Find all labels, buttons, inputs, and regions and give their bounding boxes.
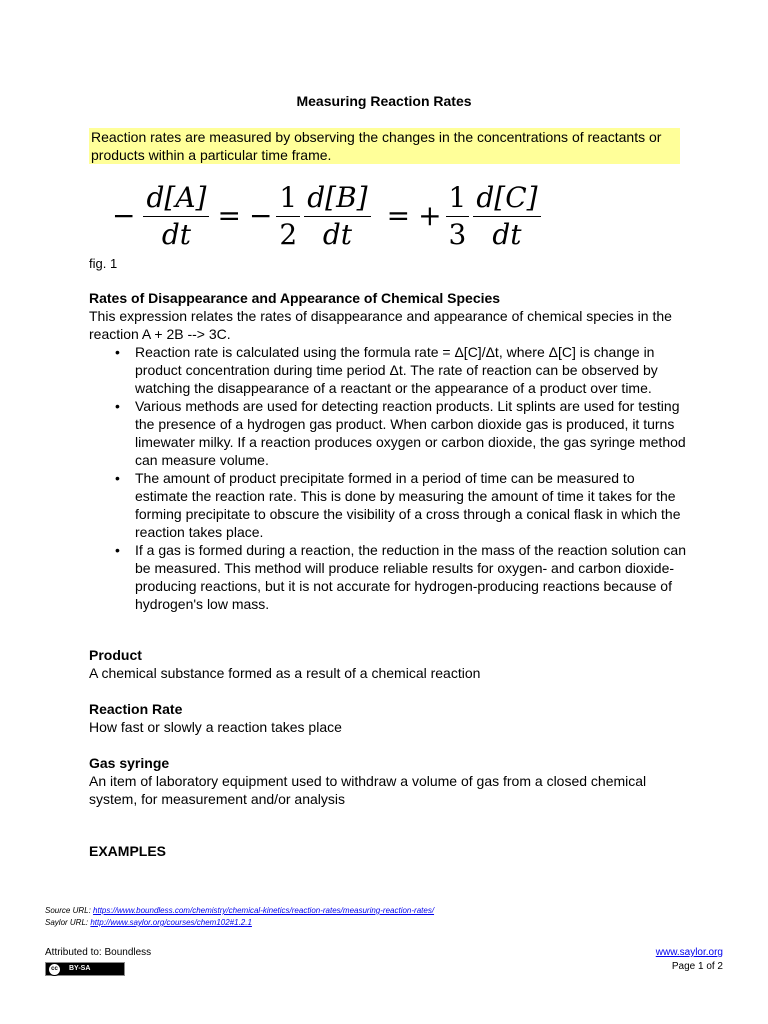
- fraction-denominator: 3: [448, 217, 467, 251]
- definition-text: An item of laboratory equipment used to withdraw a volume of gas from a closed chemical system, for measurement and/or analysis: [89, 773, 647, 807]
- definition-term: Gas syringe: [89, 755, 170, 771]
- plus-sign: +: [418, 199, 442, 232]
- list-item: • The amount of product precipitate formed in a period of time can be measured to estimate the reaction rate. This is done by measuring the amount of time it takes for the forming precipitate to obscure the visibility of a cross through a conical flask in which the reaction takes place.: [135, 469, 689, 541]
- source-url-label: Source URL:: [45, 906, 91, 915]
- minus-sign: −: [248, 199, 273, 232]
- definition-text: A chemical substance formed as a result of a chemical reaction: [89, 665, 481, 681]
- fraction-denominator: 2: [279, 217, 298, 251]
- fraction-numerator: d[A]: [143, 182, 209, 217]
- fraction-denominator: dt: [492, 217, 522, 251]
- equals-sign: =: [386, 199, 411, 232]
- footer-sources: [45, 905, 434, 929]
- definition-product: [89, 646, 689, 682]
- intro-paragraph: Reaction rates are measured by observing the changes in the concentrations of reactants or products within a particular time frame.: [89, 128, 680, 164]
- definition-gas-syringe: [89, 754, 689, 808]
- source-url-link[interactable]: https://www.boundless.com/chemistry/chemical-kinetics/reaction-rates/measuring-reaction-rates/: [93, 906, 435, 915]
- fraction-numerator: 1: [276, 182, 300, 217]
- attribution-text: Attributed to: Boundless: [45, 947, 152, 958]
- fraction-numerator: 1: [446, 182, 470, 217]
- page-title: Measuring Reaction Rates: [296, 93, 472, 109]
- rate-equation: [112, 176, 543, 256]
- coefficient-one-half: [276, 182, 300, 251]
- fraction-numerator: d[C]: [473, 182, 540, 217]
- creative-commons-icon: cc: [48, 963, 61, 976]
- page-number: Page 1 of 2: [671, 961, 723, 972]
- license-badge-text: BY-SA: [69, 965, 91, 972]
- footer-attribution: [45, 946, 151, 976]
- section-text: This expression relates the rates of disappearance and appearance of chemical species in the reaction A + 2B --> 3C.: [89, 308, 672, 342]
- fraction-denominator: dt: [322, 217, 352, 251]
- section-heading: Rates of Disappearance and Appearance of Chemical Species: [89, 290, 501, 306]
- fraction-denominator: dt: [161, 217, 192, 251]
- fraction-dB-dt: [304, 182, 370, 251]
- definition-term: Product: [89, 647, 142, 663]
- bullet-list: [89, 343, 689, 613]
- license-badge: [45, 962, 125, 976]
- saylor-url-link[interactable]: http://www.saylor.org/courses/chem102#1.2.1: [90, 918, 252, 927]
- definition-reaction-rate: [89, 700, 689, 736]
- coefficient-one-third: [446, 182, 470, 251]
- list-item: • Reaction rate is calculated using the formula rate = Δ[C]/Δt, where Δ[C] is change in product concentration during time period Δt. The rate of reaction can be observed by watching the disappearance of a reactant or the appearance of a product over time.: [135, 343, 689, 397]
- figure-label: fig. 1: [89, 256, 118, 271]
- saylor-url-label: Saylor URL:: [45, 918, 89, 927]
- definition-term: Reaction Rate: [89, 701, 183, 717]
- saylor-site-link[interactable]: www.saylor.org: [655, 947, 723, 958]
- definition-text: How fast or slowly a reaction takes place: [89, 719, 342, 735]
- footer-page-info: [656, 946, 723, 974]
- lead-minus-sign: −: [112, 199, 136, 232]
- equals-sign: =: [217, 199, 241, 232]
- list-item: • If a gas is formed during a reaction, the reduction in the mass of the reaction solution can be measured. This method will produce reliable results for oxygen- and carbon dioxide-producing reactions, but it is not accurate for hydrogen-producing reactions because of hydrogen's low mass.: [135, 541, 689, 613]
- section-rates: [89, 289, 689, 613]
- fraction-dA-dt: [143, 182, 209, 251]
- examples-heading: EXAMPLES: [89, 843, 167, 859]
- fraction-numerator: d[B]: [304, 182, 370, 217]
- fraction-dC-dt: [473, 182, 540, 251]
- list-item: • Various methods are used for detecting reaction products. Lit splints are used for testing the presence of a hydrogen gas product. When carbon dioxide gas is produced, it turns limewater milky. If a reaction produces oxygen or carbon dioxide, the gas syringe method can measure volume.: [135, 397, 689, 469]
